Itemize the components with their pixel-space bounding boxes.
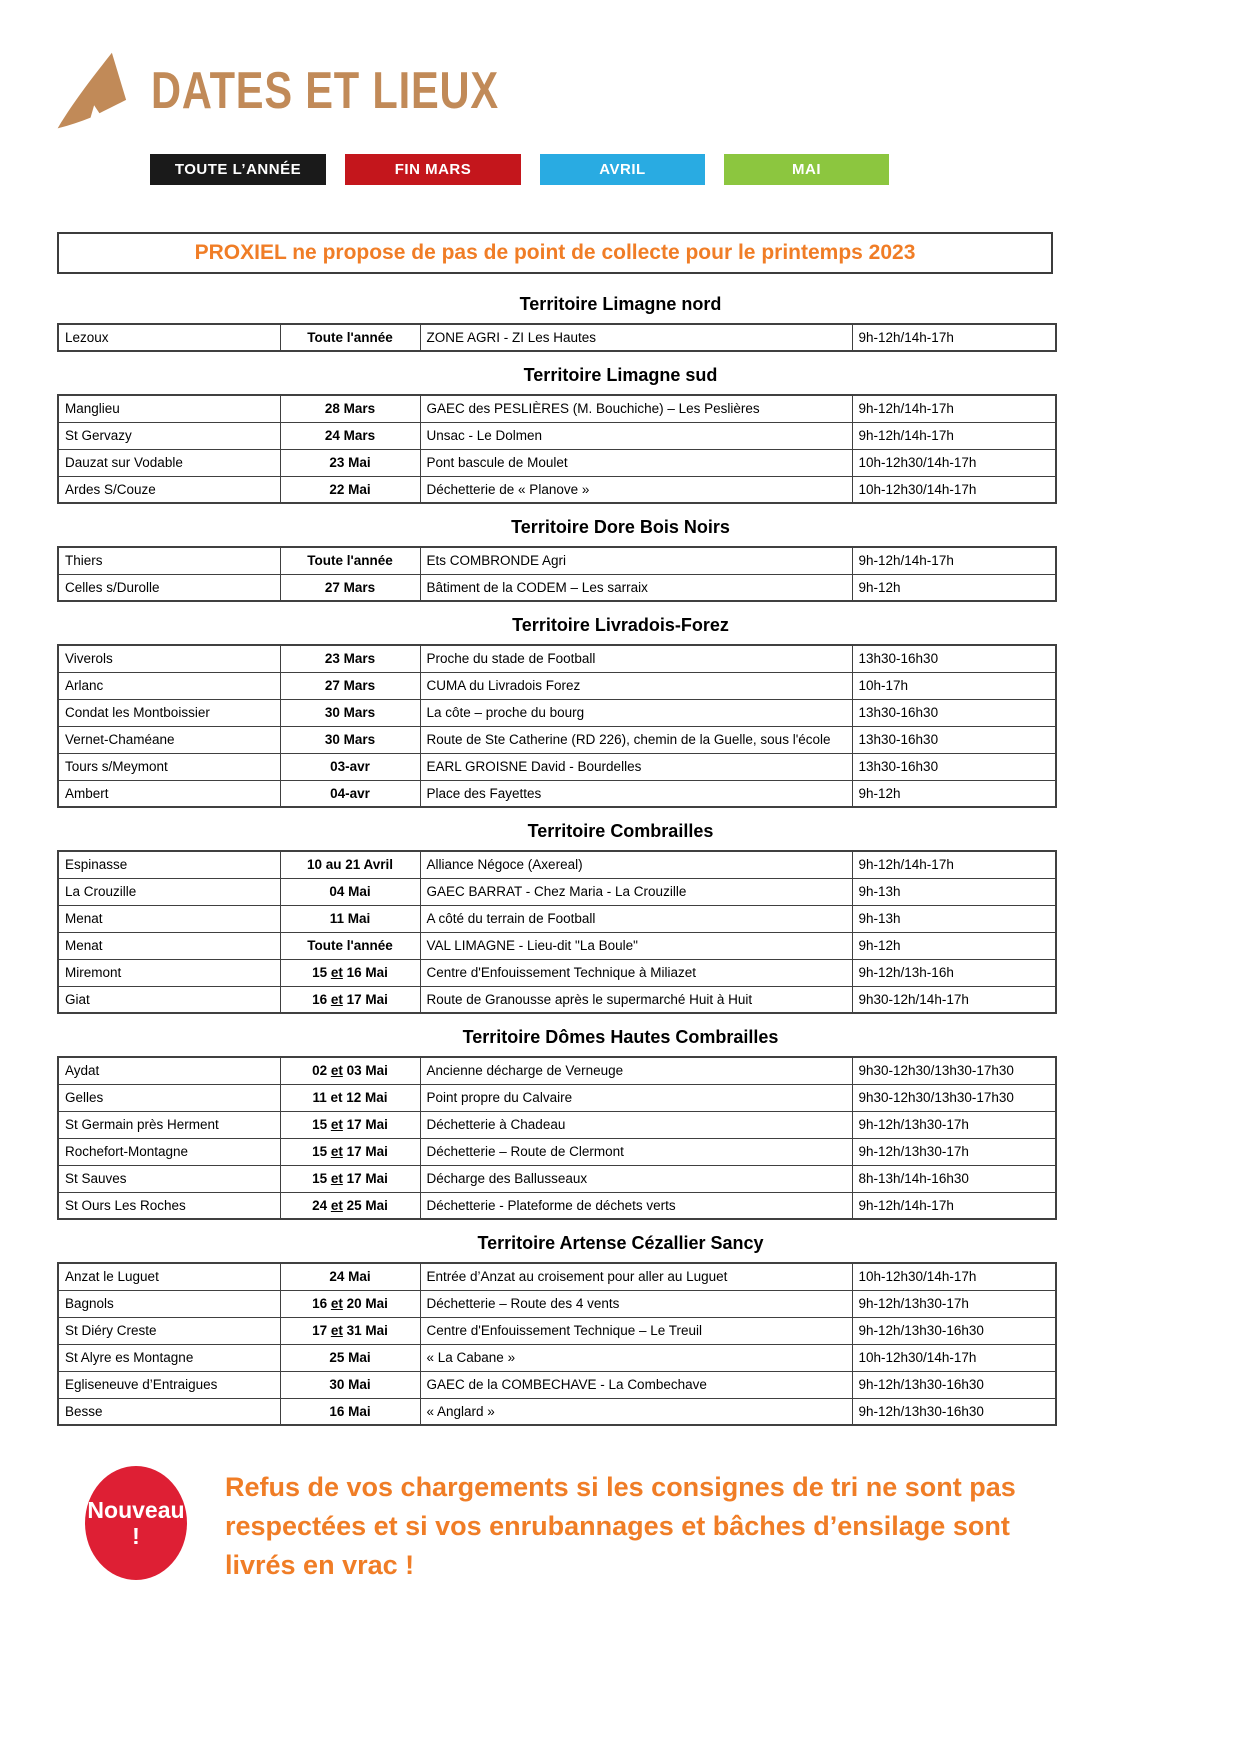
date-cell: 15 et 17 Mai (280, 1138, 420, 1165)
hours-cell: 9h-12h/14h-17h (852, 422, 1056, 449)
date-cell: 27 Mars (280, 574, 420, 601)
commune-cell: St Gervazy (58, 422, 280, 449)
date-cell: 16 Mai (280, 1398, 420, 1425)
territory-section (0, 615, 1241, 808)
location-cell: ZONE AGRI - ZI Les Hautes (420, 324, 852, 351)
location-cell: Déchetterie à Chadeau (420, 1111, 852, 1138)
nouveau-badge (85, 1466, 187, 1580)
commune-cell: Tours s/Meymont (58, 753, 280, 780)
commune-cell: Ambert (58, 780, 280, 807)
hours-cell: 10h-12h30/14h-17h (852, 1344, 1056, 1371)
hours-cell: 9h-12h/14h-17h (852, 395, 1056, 422)
table-row (58, 547, 1056, 574)
table-row (58, 959, 1056, 986)
commune-cell: Anzat le Luguet (58, 1263, 280, 1290)
hours-cell: 9h-12h (852, 574, 1056, 601)
commune-cell: Celles s/Durolle (58, 574, 280, 601)
location-cell: Ets COMBRONDE Agri (420, 547, 852, 574)
location-cell: Alliance Négoce (Axereal) (420, 851, 852, 878)
table-row (58, 753, 1056, 780)
territory-section (0, 821, 1241, 1014)
hours-cell: 13h30-16h30 (852, 645, 1056, 672)
location-cell: A côté du terrain de Football (420, 905, 852, 932)
commune-cell: Besse (58, 1398, 280, 1425)
hours-cell: 9h-12h/13h30-16h30 (852, 1317, 1056, 1344)
commune-cell: Manglieu (58, 395, 280, 422)
hours-cell: 9h-12h/13h30-17h (852, 1290, 1056, 1317)
territory-heading: Territoire Dore Bois Noirs (511, 517, 730, 537)
territory-section (0, 517, 1241, 602)
footer (85, 1466, 1241, 1585)
commune-cell: Lezoux (58, 324, 280, 351)
date-cell: 24 Mai (280, 1263, 420, 1290)
date-cell: Toute l'année (280, 547, 420, 574)
date-cell: 17 et 31 Mai (280, 1317, 420, 1344)
date-cell: 30 Mai (280, 1371, 420, 1398)
location-cell: « Anglard » (420, 1398, 852, 1425)
table-row (58, 878, 1056, 905)
territory-table (57, 1056, 1057, 1220)
territory-section (0, 294, 1241, 352)
location-cell: Entrée d’Anzat au croisement pour aller au Luguet (420, 1263, 852, 1290)
hours-cell: 9h-12h/14h-17h (852, 547, 1056, 574)
commune-cell: St Alyre es Montagne (58, 1344, 280, 1371)
hours-cell: 9h-12h/13h30-17h (852, 1138, 1056, 1165)
territory-heading: Territoire Combrailles (527, 821, 714, 841)
commune-cell: St Sauves (58, 1165, 280, 1192)
tab-toute-lannee[interactable]: TOUTE L’ANNÉE (150, 154, 326, 185)
commune-cell: Vernet-Chaméane (58, 726, 280, 753)
table-row (58, 449, 1056, 476)
date-cell: Toute l'année (280, 932, 420, 959)
territory-table (57, 394, 1057, 504)
territory-table (57, 1262, 1057, 1426)
hours-cell: 10h-17h (852, 672, 1056, 699)
date-cell: 10 au 21 Avril (280, 851, 420, 878)
commune-cell: Miremont (58, 959, 280, 986)
location-cell: Place des Fayettes (420, 780, 852, 807)
commune-cell: Egliseneuve d’Entraigues (58, 1371, 280, 1398)
date-cell: 23 Mai (280, 449, 420, 476)
hours-cell: 9h-12h/13h30-16h30 (852, 1371, 1056, 1398)
commune-cell: Bagnols (58, 1290, 280, 1317)
hours-cell: 9h-12h/13h-16h (852, 959, 1056, 986)
hours-cell: 9h30-12h30/13h30-17h30 (852, 1084, 1056, 1111)
table-row (58, 574, 1056, 601)
table-row (58, 905, 1056, 932)
date-cell: 30 Mars (280, 699, 420, 726)
date-cell: 25 Mai (280, 1344, 420, 1371)
commune-cell: St Diéry Creste (58, 1317, 280, 1344)
proxiel-notice: PROXIEL ne propose de pas de point de collecte pour le printemps 2023 (57, 232, 1053, 274)
commune-cell: Espinasse (58, 851, 280, 878)
territory-table (57, 323, 1057, 352)
commune-cell: Menat (58, 932, 280, 959)
territory-heading: Territoire Artense Cézallier Sancy (477, 1233, 764, 1253)
table-row (58, 932, 1056, 959)
date-cell: 15 et 17 Mai (280, 1165, 420, 1192)
date-cell: 22 Mai (280, 476, 420, 503)
table-row (58, 324, 1056, 351)
commune-cell: Giat (58, 986, 280, 1013)
territory-table (57, 850, 1057, 1014)
sail-logo-icon (55, 50, 135, 132)
date-cell: 03-avr (280, 753, 420, 780)
table-row (58, 1290, 1056, 1317)
table-row (58, 780, 1056, 807)
table-row (58, 1111, 1056, 1138)
table-row (58, 1371, 1056, 1398)
table-row (58, 672, 1056, 699)
date-cell: 30 Mars (280, 726, 420, 753)
date-cell: 04 Mai (280, 878, 420, 905)
hours-cell: 9h-12h (852, 780, 1056, 807)
location-cell: Décharge des Ballusseaux (420, 1165, 852, 1192)
location-cell: Route de Granousse après le supermarché Huit à Huit (420, 986, 852, 1013)
territory-table (57, 644, 1057, 808)
hours-cell: 13h30-16h30 (852, 699, 1056, 726)
location-cell: Bâtiment de la CODEM – Les sarraix (420, 574, 852, 601)
commune-cell: Thiers (58, 547, 280, 574)
tabs (150, 154, 1241, 185)
table-row (58, 422, 1056, 449)
hours-cell: 9h-12h (852, 932, 1056, 959)
date-cell: 24 Mars (280, 422, 420, 449)
territory-heading: Territoire Limagne sud (523, 365, 718, 385)
location-cell: Proche du stade de Football (420, 645, 852, 672)
location-cell: Déchetterie de « Planove » (420, 476, 852, 503)
hours-cell: 10h-12h30/14h-17h (852, 449, 1056, 476)
commune-cell: Viverols (58, 645, 280, 672)
table-row (58, 1317, 1056, 1344)
tab-avril[interactable]: AVRIL (540, 154, 705, 185)
territory-heading: Territoire Limagne nord (519, 294, 722, 314)
commune-cell: Aydat (58, 1057, 280, 1084)
tab-fin-mars[interactable]: FIN MARS (345, 154, 521, 185)
territory-table (57, 546, 1057, 602)
location-cell: CUMA du Livradois Forez (420, 672, 852, 699)
date-cell: 28 Mars (280, 395, 420, 422)
table-row (58, 476, 1056, 503)
location-cell: GAEC de la COMBECHAVE - La Combechave (420, 1371, 852, 1398)
hours-cell: 9h30-12h30/13h30-17h30 (852, 1057, 1056, 1084)
date-cell: 23 Mars (280, 645, 420, 672)
table-row (58, 699, 1056, 726)
header (0, 0, 1241, 132)
hours-cell: 9h-12h/13h30-17h (852, 1111, 1056, 1138)
commune-cell: St Germain près Herment (58, 1111, 280, 1138)
date-cell: 11 et 12 Mai (280, 1084, 420, 1111)
hours-cell: 9h30-12h/14h-17h (852, 986, 1056, 1013)
location-cell: Centre d'Enfouissement Technique à Miliazet (420, 959, 852, 986)
location-cell: GAEC des PESLIÈRES (M. Bouchiche) – Les Peslières (420, 395, 852, 422)
date-cell: 15 et 17 Mai (280, 1111, 420, 1138)
territory-section (0, 1233, 1241, 1426)
date-cell: 24 et 25 Mai (280, 1192, 420, 1219)
nouveau-badge-label: Nouveau (87, 1496, 185, 1523)
date-cell: Toute l'année (280, 324, 420, 351)
location-cell: « La Cabane » (420, 1344, 852, 1371)
location-cell: La côte – proche du bourg (420, 699, 852, 726)
warning-text: Refus de vos chargements si les consignes de tri ne sont pas respectées et si vos enrubannages et bâches d’ensilage sont livrés en vrac ! (225, 1472, 1016, 1581)
location-cell: Pont bascule de Moulet (420, 449, 852, 476)
nouveau-badge-exclamation: ! (132, 1523, 140, 1549)
table-row (58, 1165, 1056, 1192)
location-cell: Déchetterie – Route des 4 vents (420, 1290, 852, 1317)
location-cell: Route de Ste Catherine (RD 226), chemin de la Guelle, sous l'école (420, 726, 852, 753)
hours-cell: 9h-13h (852, 905, 1056, 932)
territory-section (0, 365, 1241, 504)
location-cell: Déchetterie – Route de Clermont (420, 1138, 852, 1165)
page-title: DATES ET LIEUX (151, 62, 499, 120)
table-row (58, 1057, 1056, 1084)
location-cell: Ancienne décharge de Verneuge (420, 1057, 852, 1084)
date-cell: 15 et 16 Mai (280, 959, 420, 986)
commune-cell: Dauzat sur Vodable (58, 449, 280, 476)
hours-cell: 8h-13h/14h-16h30 (852, 1165, 1056, 1192)
date-cell: 16 et 20 Mai (280, 1290, 420, 1317)
table-row (58, 1263, 1056, 1290)
commune-cell: Rochefort-Montagne (58, 1138, 280, 1165)
hours-cell: 13h30-16h30 (852, 726, 1056, 753)
commune-cell: Gelles (58, 1084, 280, 1111)
table-row (58, 1084, 1056, 1111)
table-row (58, 645, 1056, 672)
date-cell: 11 Mai (280, 905, 420, 932)
location-cell: Centre d'Enfouissement Technique – Le Treuil (420, 1317, 852, 1344)
table-row (58, 851, 1056, 878)
commune-cell: St Ours Les Roches (58, 1192, 280, 1219)
tab-mai[interactable]: MAI (724, 154, 889, 185)
location-cell: Déchetterie - Plateforme de déchets verts (420, 1192, 852, 1219)
date-cell: 02 et 03 Mai (280, 1057, 420, 1084)
territory-heading: Territoire Livradois-Forez (512, 615, 729, 635)
table-row (58, 1398, 1056, 1425)
location-cell: VAL LIMAGNE - Lieu-dit "La Boule" (420, 932, 852, 959)
location-cell: Unsac - Le Dolmen (420, 422, 852, 449)
location-cell: Point propre du Calvaire (420, 1084, 852, 1111)
hours-cell: 9h-12h/14h-17h (852, 851, 1056, 878)
commune-cell: Menat (58, 905, 280, 932)
hours-cell: 9h-13h (852, 878, 1056, 905)
hours-cell: 13h30-16h30 (852, 753, 1056, 780)
hours-cell: 10h-12h30/14h-17h (852, 476, 1056, 503)
date-cell: 04-avr (280, 780, 420, 807)
hours-cell: 10h-12h30/14h-17h (852, 1263, 1056, 1290)
date-cell: 27 Mars (280, 672, 420, 699)
table-row (58, 986, 1056, 1013)
table-row (58, 1344, 1056, 1371)
hours-cell: 9h-12h/14h-17h (852, 1192, 1056, 1219)
table-row (58, 1192, 1056, 1219)
commune-cell: Arlanc (58, 672, 280, 699)
hours-cell: 9h-12h/13h30-16h30 (852, 1398, 1056, 1425)
commune-cell: La Crouzille (58, 878, 280, 905)
commune-cell: Ardes S/Couze (58, 476, 280, 503)
territory-section (0, 1027, 1241, 1220)
table-row (58, 726, 1056, 753)
location-cell: GAEC BARRAT - Chez Maria - La Crouzille (420, 878, 852, 905)
commune-cell: Condat les Montboissier (58, 699, 280, 726)
hours-cell: 9h-12h/14h-17h (852, 324, 1056, 351)
date-cell: 16 et 17 Mai (280, 986, 420, 1013)
territory-sections (0, 294, 1241, 1426)
location-cell: EARL GROISNE David - Bourdelles (420, 753, 852, 780)
table-row (58, 1138, 1056, 1165)
table-row (58, 395, 1056, 422)
territory-heading: Territoire Dômes Hautes Combrailles (462, 1027, 779, 1047)
